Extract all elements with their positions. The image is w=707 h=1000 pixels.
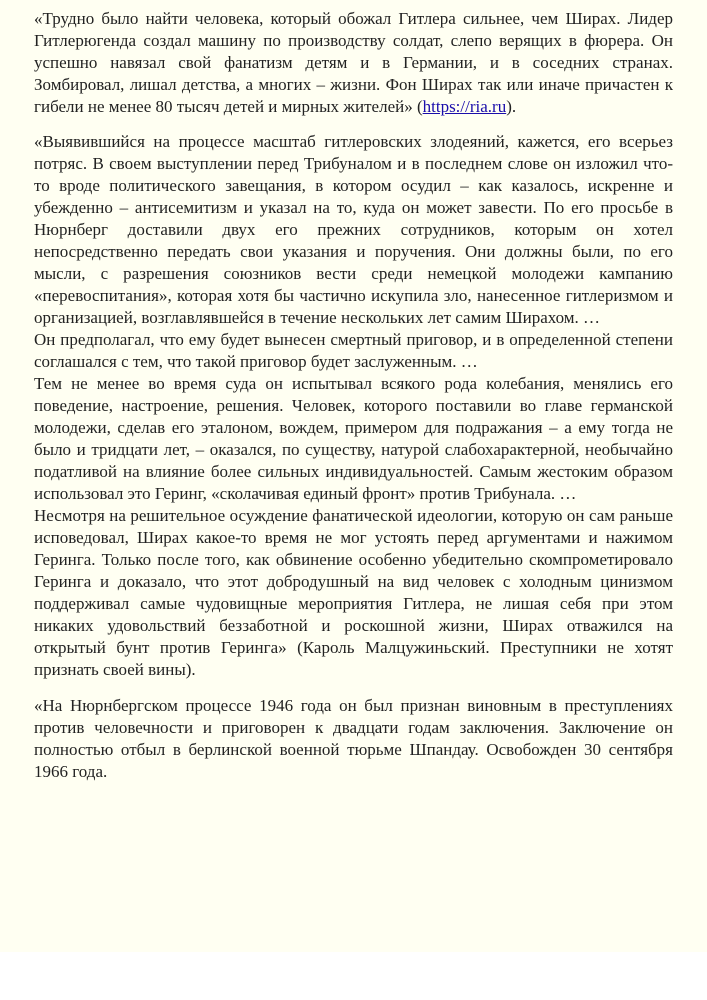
paragraph-2: «Выявившийся на процессе масштаб гитлеровских злодеяний, кажется, его всерьез потряс. В своем выступлении перед Трибуналом и в последнем слове он изложил что-то вроде политического завещания, в котором осудил – как казалось, искренне и убежденно – антисемитизм и указал на то, куда он может завести. По его просьбе в Нюрнберг доставили двух его прежних сотрудников, которым он хотел непосредственно передать свои указания и поручения. Они должны были, по его мысли, с разрешения союзников вести среди немецкой молодежи кампанию «перевоспитания», которая хотя бы частично искупила зло, нанесенное гитлеризмом и организацией, возглавлявшейся в течение нескольких лет самим Ширахом. … [34,132,673,327]
paragraph-1 [34,8,673,118]
source-link[interactable]: https://ria.ru [422,97,507,116]
paragraph-1-text: «Трудно было найти человека, который обожал Гитлера сильнее, чем Ширах. Лидер Гитлерюгенда создал машину по производству солдат, слепо верящих в фюрера. Он успешно навязал свой фанатизм детям и в Германии, и в соседних странах. Зомбировал, лишал детства, а многих – жизни. Фон Ширах так или иначе причастен к гибели не менее 80 тысяч детей и мирных жителей» ( [34,9,673,116]
paragraph-6: «На Нюрнбергском процессе 1946 года он был признан виновным в преступлениях против человечности и приговорен к двадцати годам заключения. Заключение он полностью отбыл в берлинской военной тюрьме Шпандау. Освобожден 30 сентября 1966 года. [34,696,673,781]
paragraph-5: Несмотря на решительное осуждение фанатической идеологии, которую он сам раньше исповедовал, Ширах какое-то время не мог устоять перед аргументами и нажимом Геринга. Только после того, как обвинение особенно убедительно скомпрометировало Геринга и доказало, что этот добродушный на вид человек с холодным цинизмом поддерживал самые чудовищные мероприятия Гитлера, не лишая себя при этом никаких удовольствий беззаботной и роскошной жизни, Ширах отважился на открытый бунт против Геринга» (Кароль Малцужиньский. Преступники не хотят признать своей вины). [34,506,673,679]
paragraph-3: Он предполагал, что ему будет вынесен смертный приговор, и в определенной степени соглашался с тем, что такой приговор будет заслуженным. … [34,330,673,371]
paragraph-4: Тем не менее во время суда он испытывал всякого рода колебания, менялись его поведение, настроение, решения. Человек, которого поставили во главе германской молодежи, сделав его эталоном, вождем, примером для подражания – а ему тогда не было и тридцати лет, – оказался, по существу, натурой слабохарактерной, необычайно податливой на влияние более сильных индивидуальностей. Самым жестоким образом использовал это Геринг, «сколачивая единый фронт» против Трибунала. … [34,374,673,503]
document-body [34,8,673,783]
paragraph-1-after: ). [506,97,517,116]
